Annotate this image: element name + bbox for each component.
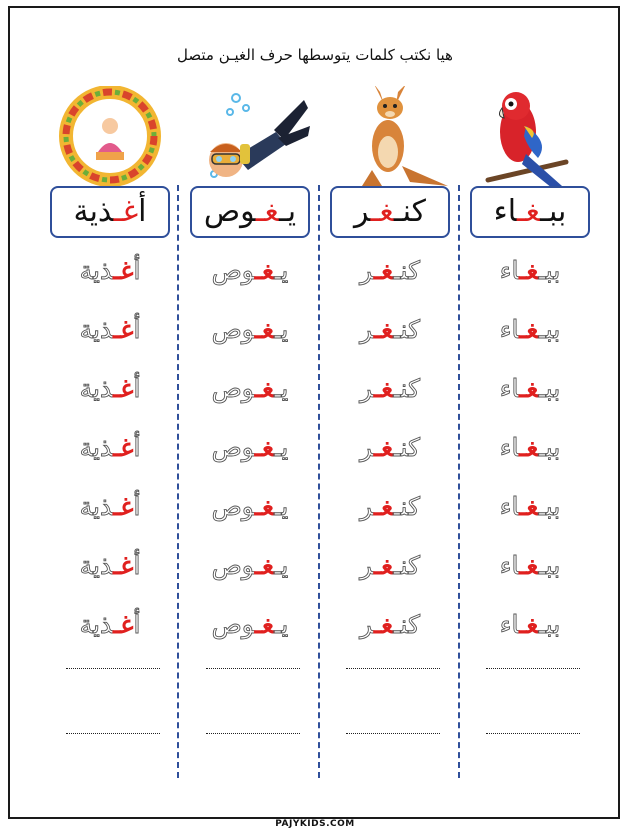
writing-line[interactable] bbox=[206, 733, 300, 734]
trace-word: كنـغـر bbox=[360, 492, 420, 521]
trace-word: يـغـوص bbox=[211, 315, 289, 344]
trace-word: يـغـوص bbox=[211, 610, 289, 639]
trace-word: ببـغـاء bbox=[499, 610, 561, 639]
trace-word: ببـغـاء bbox=[499, 256, 561, 285]
trace-word: يـغـوص bbox=[211, 374, 289, 403]
column-divider bbox=[177, 185, 179, 778]
writing-line[interactable] bbox=[66, 668, 160, 669]
trace-word: أغـذية bbox=[79, 551, 141, 580]
trace-word: كنـغـر bbox=[360, 256, 420, 285]
trace-word: كنـغـر bbox=[360, 610, 420, 639]
word-box-parrot: ببـغـاء bbox=[470, 186, 590, 238]
trace-word: أغـذية bbox=[79, 256, 141, 285]
worksheet-title: هيا نكتب كلمات يتوسطها حرف الغيـن متصل bbox=[177, 46, 453, 64]
trace-word: ببـغـاء bbox=[499, 492, 561, 521]
writing-line[interactable] bbox=[346, 733, 440, 734]
writing-line[interactable] bbox=[346, 668, 440, 669]
trace-word: أغـذية bbox=[79, 433, 141, 462]
diver-boy-icon bbox=[186, 86, 314, 190]
word-box-food: أغـذية bbox=[50, 186, 170, 238]
trace-word: أغـذية bbox=[79, 374, 141, 403]
trace-word: ببـغـاء bbox=[499, 433, 561, 462]
trace-word: كنـغـر bbox=[360, 551, 420, 580]
writing-line[interactable] bbox=[486, 733, 580, 734]
trace-word: ببـغـاء bbox=[499, 551, 561, 580]
trace-word: يـغـوص bbox=[211, 492, 289, 521]
kangaroo-icon bbox=[326, 86, 454, 190]
trace-word: أغـذية bbox=[79, 610, 141, 639]
trace-word: كنـغـر bbox=[360, 374, 420, 403]
writing-line[interactable] bbox=[486, 668, 580, 669]
parrot-icon bbox=[466, 86, 594, 190]
food-wreath-icon bbox=[46, 86, 174, 190]
column-divider bbox=[458, 185, 460, 778]
word-box-kangaroo: كنـغـر bbox=[330, 186, 450, 238]
trace-word: أغـذية bbox=[79, 492, 141, 521]
footer-site: PAJYKIDS.COM bbox=[0, 811, 630, 830]
trace-word: كنـغـر bbox=[360, 433, 420, 462]
trace-word: يـغـوص bbox=[211, 256, 289, 285]
trace-word: ببـغـاء bbox=[499, 374, 561, 403]
trace-word: يـغـوص bbox=[211, 551, 289, 580]
word-box-diver: يـغـوص bbox=[190, 186, 310, 238]
column-divider bbox=[318, 185, 320, 778]
trace-word: أغـذية bbox=[79, 315, 141, 344]
trace-word: يـغـوص bbox=[211, 433, 289, 462]
trace-word: كنـغـر bbox=[360, 315, 420, 344]
writing-line[interactable] bbox=[206, 668, 300, 669]
trace-word: ببـغـاء bbox=[499, 315, 561, 344]
writing-line[interactable] bbox=[66, 733, 160, 734]
